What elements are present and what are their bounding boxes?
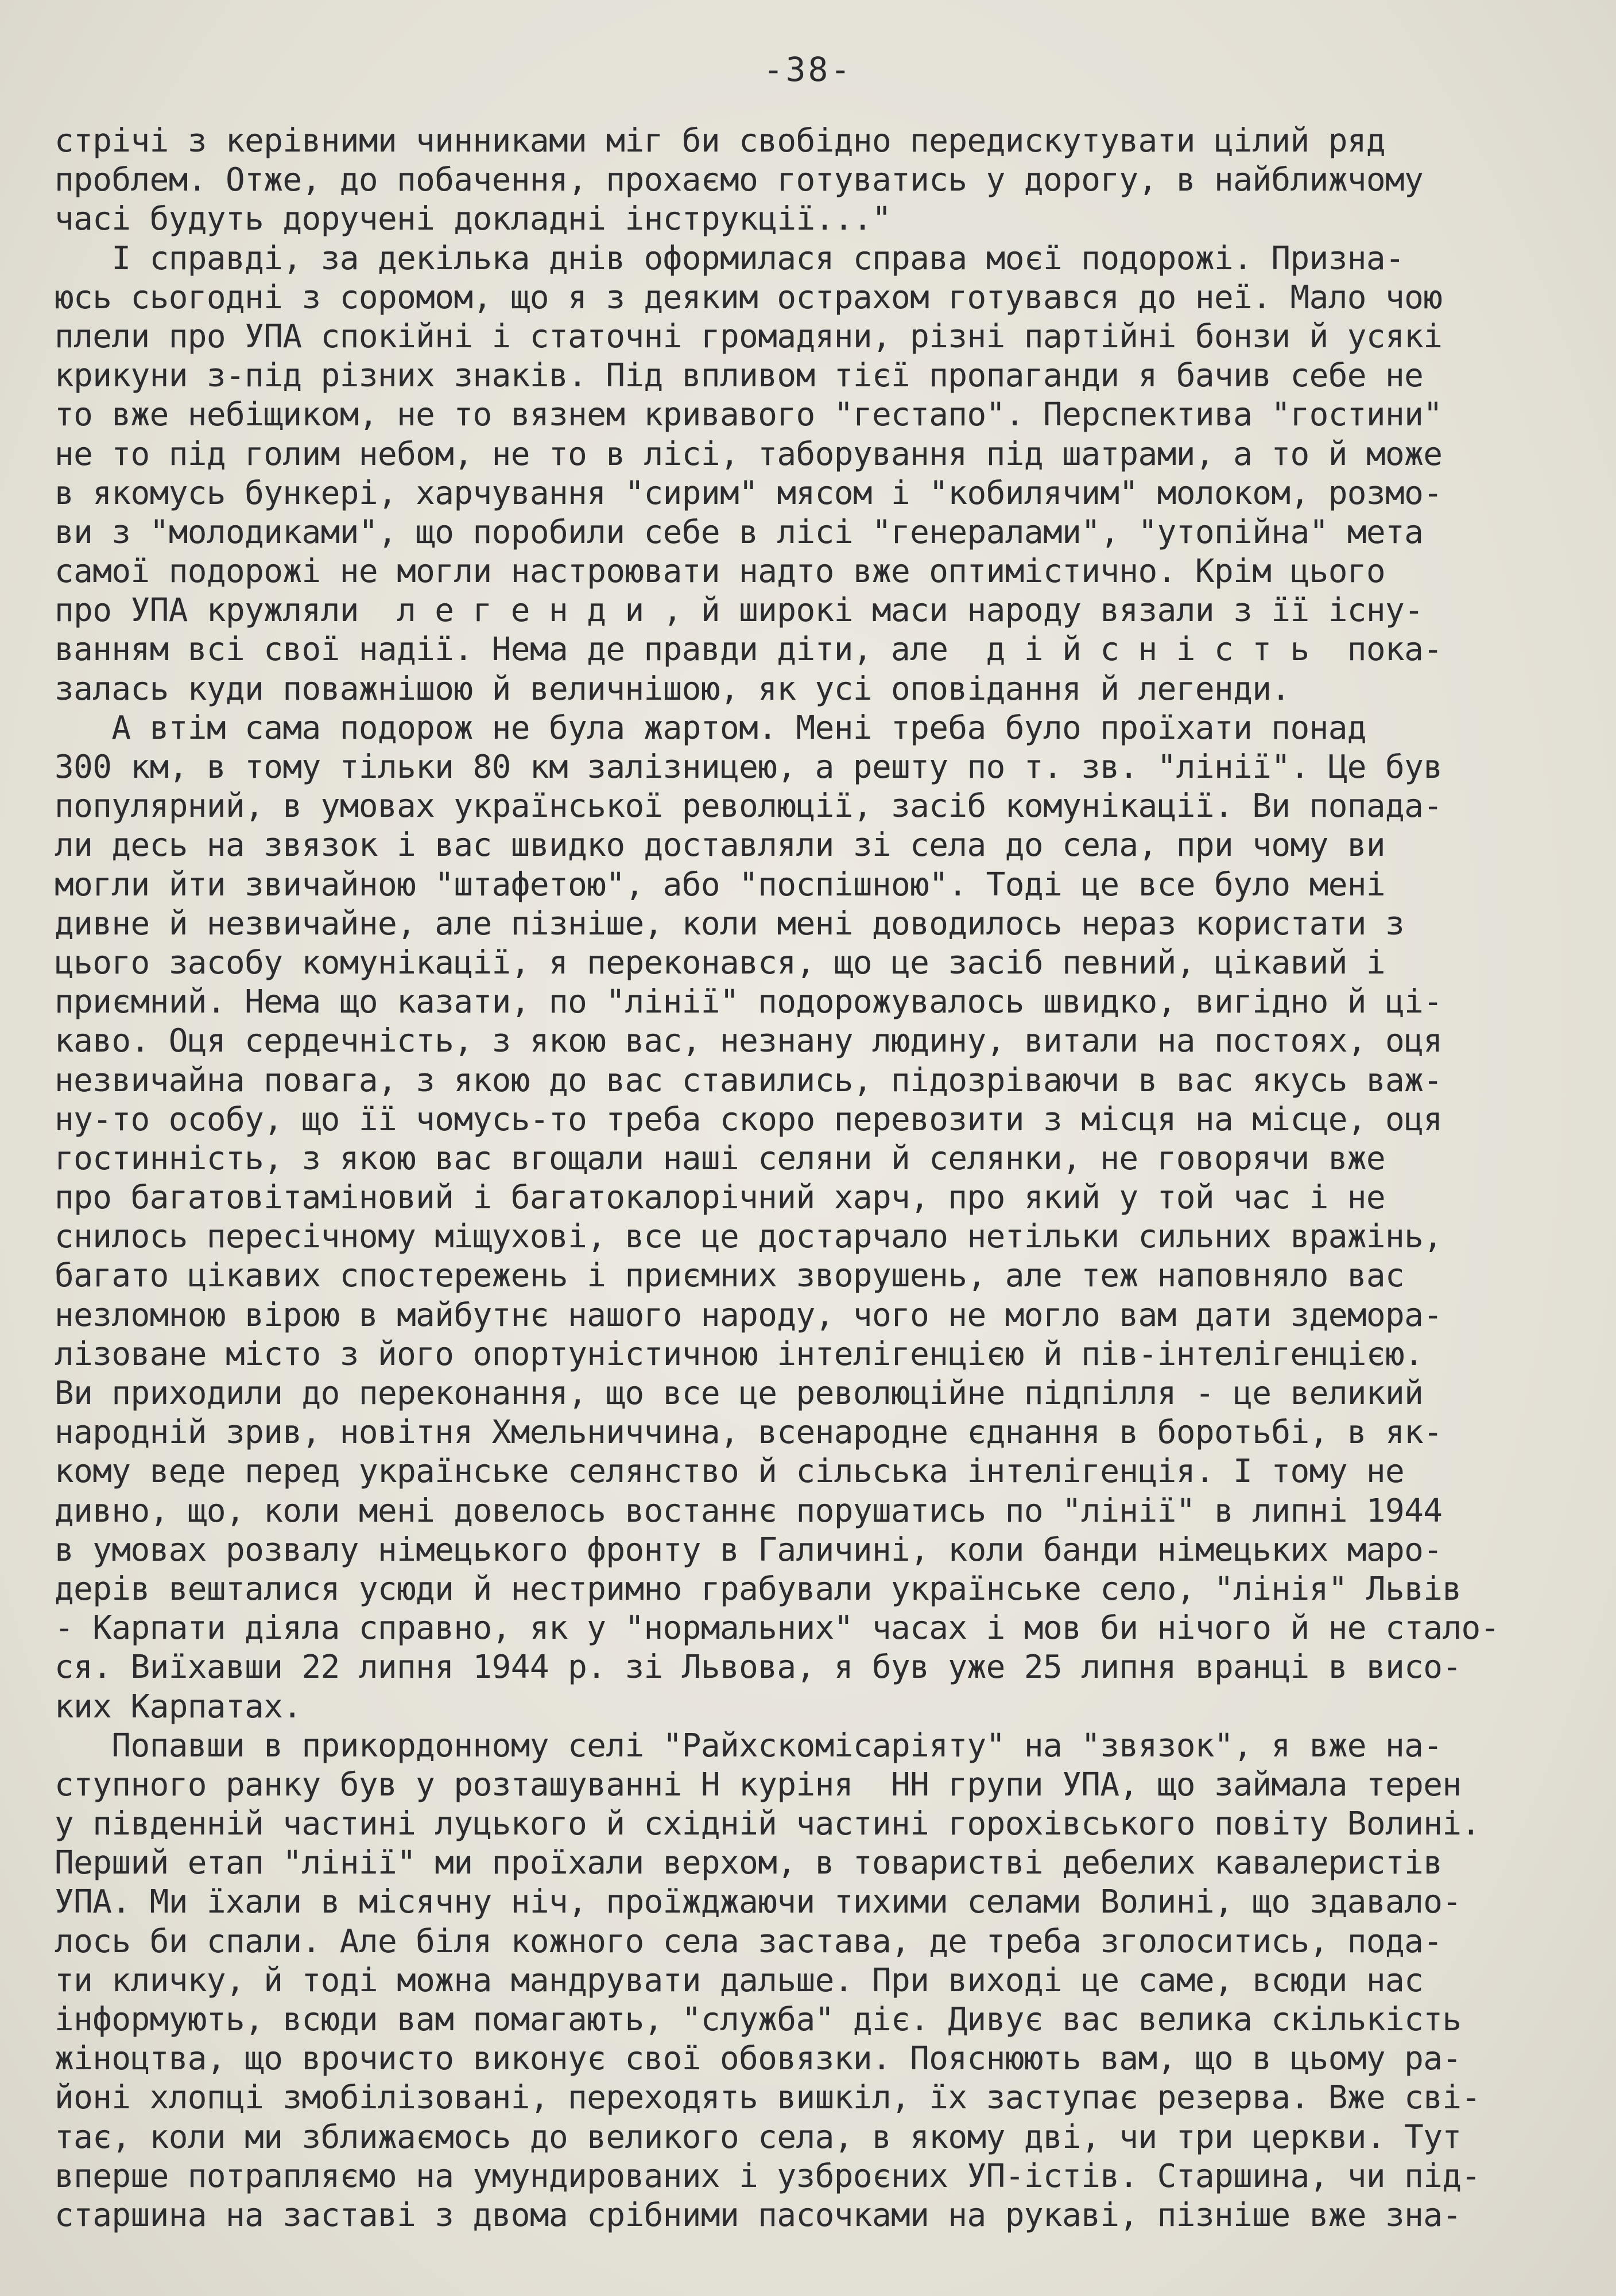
text-line: ванням всі свої надії. Нема де правди діти, але д і й с н і с т ь пока-: [55, 631, 1443, 669]
text-line: про багатовітаміновий і багатокалорічний харч, про який у той час і не: [55, 1179, 1386, 1217]
text-line: тає, коли ми зближаємось до великого села, в якому дві, чи три церкви. Тут: [55, 2118, 1462, 2156]
text-line: лось би спали. Але біля кожного села застава, де треба зголоситись, пода-: [55, 1922, 1443, 1960]
text-line: то вже небіщиком, не то вязнем кривавого "гестапо". Перспектива "гостини": [55, 396, 1443, 434]
text-line: проблем. Отже, до побачення, прохаємо готуватись у дорогу, в найближчому: [55, 161, 1424, 199]
page-number: -38-: [763, 50, 853, 89]
body-text: [55, 122, 1582, 2235]
text-line: приємний. Нема що казати, по "лінії" подорожувалось швидко, вигідно й ці-: [55, 983, 1443, 1021]
text-line: популярний, в умовах української революції, засіб комунікації. Ви попада-: [55, 788, 1443, 825]
text-line: багато цікавих спостережень і приємних зворушень, але теж наповняло вас: [55, 1257, 1405, 1295]
text-line: - Карпати діяла справно, як у "нормальних" часах і мов би нічого й не стало-: [55, 1609, 1499, 1647]
text-line: 300 км, в тому тільки 80 км залізницею, а решту по т. зв. "лінії". Це був: [55, 748, 1443, 786]
text-line: незвичайна повага, з якою до вас ставились, підозріваючи в вас якусь важ-: [55, 1061, 1443, 1099]
text-line: народній зрив, новітня Хмельниччина, всенародне єднання в боротьбі, в як-: [55, 1414, 1443, 1452]
text-line: цього засобу комунікації, я переконався, що це засіб певний, цікавий і: [55, 944, 1386, 982]
text-line: снилось пересічному міщухові, все це достарчало нетільки сильних вражінь,: [55, 1218, 1443, 1256]
text-line: І справді, за декілька днів оформилася справа моєї подорожі. Призна-: [55, 239, 1405, 277]
text-line: юсь сьогодні з соромом, що я з деяким острахом готувався до неї. Мало чою: [55, 278, 1443, 316]
text-line: незломною вірою в майбутнє нашого народу, чого не могло вам дати здемора-: [55, 1296, 1443, 1334]
text-line: лізоване місто з його опортуністичною інтелігенцією й пів-інтелігенцією.: [55, 1335, 1424, 1373]
text-line: дивно, що, коли мені довелось востаннє порушатись по "лінії" в липні 1944: [55, 1492, 1443, 1530]
text-line: Попавши в прикордонному селі "Райхскомісаріяту" на "звязок", я вже на-: [55, 1727, 1443, 1764]
text-line: дерів вешталися усюди й нестримно грабували українське село, "лінія" Львів: [55, 1570, 1462, 1608]
text-line: крикуни з-під різних знаків. Під впливом тієї пропаганди я бачив себе не: [55, 357, 1424, 395]
text-line: старшина на заставі з двома срібними пасочками на рукаві, пізніше вже зна-: [55, 2196, 1462, 2234]
text-line: самої подорожі не могли настроювати надто вже оптимістично. Крім цього: [55, 553, 1386, 591]
text-line: гостинність, з якою вас вгощали наші селяни й селянки, не говорячи вже: [55, 1139, 1386, 1177]
text-line: інформують, всюди вам помагають, "служба" діє. Дивує вас велика скількість: [55, 2001, 1462, 2038]
text-line: могли йти звичайною "штафетою", або "поспішною". Тоді це все було мені: [55, 866, 1386, 903]
text-line: ких Карпатах.: [55, 1688, 302, 1725]
text-line: про УПА кружляли л е г е н д и , й широкі маси народу вязали з її існу-: [55, 592, 1424, 630]
text-line: в якомусь бункері, харчування "сирим" мясом і "кобилячим" молоком, розмо-: [55, 474, 1443, 512]
text-line: в умовах розвалу німецького фронту в Галичині, коли банди німецьких маро-: [55, 1531, 1443, 1569]
text-line: А втім сама подорож не була жартом. Мені треба було проїхати понад: [55, 709, 1366, 747]
text-line: ся. Виїхавши 22 липня 1944 р. зі Львова, я був уже 25 липня вранці в висо-: [55, 1649, 1462, 1686]
text-line: Перший етап "лінії" ми проїхали верхом, в товаристві дебелих кавалеристів: [55, 1844, 1443, 1882]
text-line: ступного ранку був у розташуванні Н куріня НН групи УПА, що займала терен: [55, 1766, 1462, 1804]
text-line: Ви приходили до переконання, що все це революційне підпілля - це великий: [55, 1375, 1424, 1412]
text-line: плели про УПА спокійні і статочні громадяни, різні партійні бонзи й усякі: [55, 317, 1443, 355]
text-line: вперше потрапляємо на умундированих і узброєних УП-істів. Старшина, чи під-: [55, 2157, 1481, 2195]
text-line: УПА. Ми їхали в місячну ніч, проїжджаючи тихими селами Волині, що здавало-: [55, 1883, 1462, 1921]
text-line: у південній частині луцького й східній частині горохівського повіту Волині.: [55, 1805, 1481, 1843]
text-line: ти кличку, й тоді можна мандрувати дальше. При виході це саме, всюди нас: [55, 1961, 1424, 1999]
text-line: жіноцтва, що врочисто виконує свої обовязки. Пояснюють вам, що в цьому ра-: [55, 2040, 1462, 2078]
text-line: ви з "молодиками", що поробили себе в лісі "генералами", "утопійна" мета: [55, 513, 1424, 551]
text-line: часі будуть доручені докладні інструкції...": [55, 200, 892, 238]
text-line: залась куди поважнішою й величнішою, як усі оповідання й легенди.: [55, 670, 1291, 708]
text-line: кому веде перед українське селянство й сільська інтелігенція. І тому не: [55, 1453, 1405, 1491]
text-line: ну-то особу, що її чомусь-то треба скоро перевозити з місця на місце, оця: [55, 1100, 1443, 1138]
text-line: ли десь на звязок і вас швидко доставляли зі села до села, при чому ви: [55, 827, 1386, 864]
text-line: дивне й незвичайне, але пізніше, коли мені доводилось нераз користати з: [55, 905, 1405, 943]
text-line: каво. Оця сердечність, з якою вас, незнану людину, витали на постоях, оця: [55, 1022, 1443, 1060]
text-line: не то під голим небом, не то в лісі, таборування під шатрами, а то й може: [55, 435, 1443, 473]
text-line: стрічі з керівними чинниками міг би свобідно передискутувати цілий ряд: [55, 122, 1386, 160]
text-line: йоні хлопці змобілізовані, переходять вишкіл, їх заступає резерва. Вже сві-: [55, 2079, 1481, 2117]
